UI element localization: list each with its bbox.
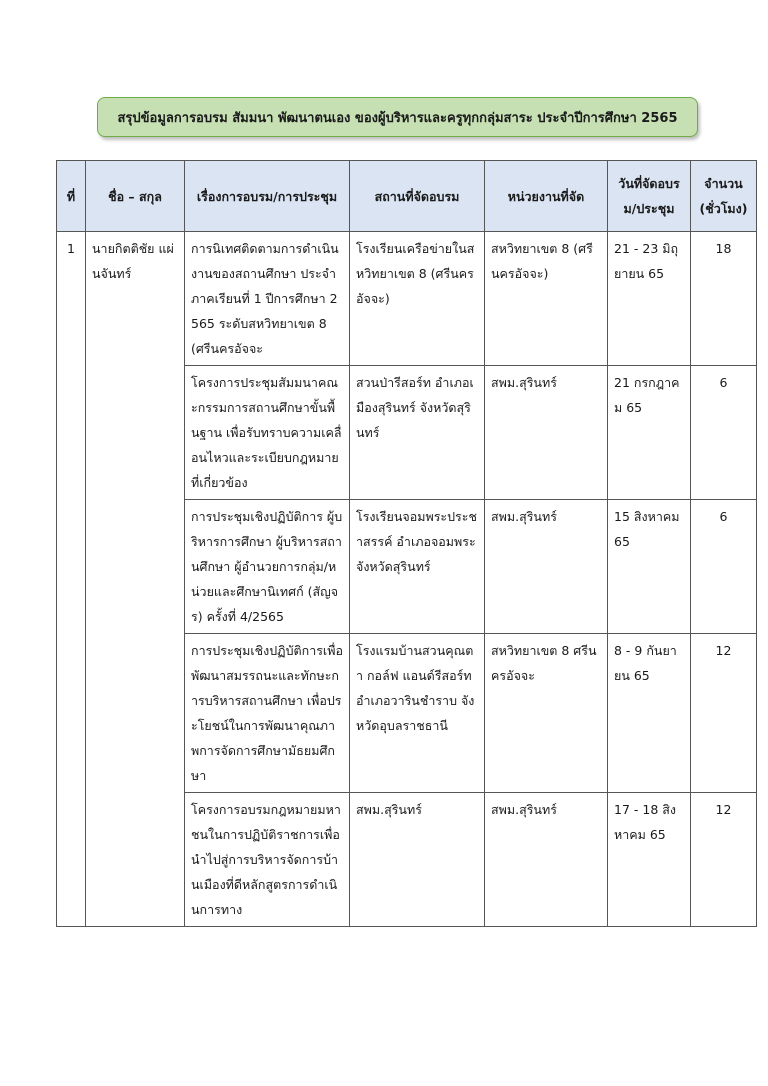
cell-venue: สวนป่ารีสอร์ท อำเภอเมืองสุรินทร์ จังหวัดสุรินทร์: [350, 366, 485, 500]
header-topic: เรื่องการอบรม/การประชุม: [185, 161, 350, 232]
cell-date: 21 - 23 มิถุยายน 65: [608, 232, 691, 366]
header-name: ชื่อ – สกุล: [86, 161, 185, 232]
cell-organizer: สหวิทยาเขต 8 (ศรีนครอัจจะ): [485, 232, 608, 366]
person-number: 1: [57, 232, 86, 927]
cell-organizer: สพม.สุรินทร์: [485, 366, 608, 500]
training-table: [56, 160, 757, 927]
cell-venue: สพม.สุรินทร์: [350, 793, 485, 927]
cell-venue: โรงแรมบ้านสวนคุณตา กอล์ฟ แอนด์รีสอร์ท อำเภอวารินชำราบ จังหวัดอุบลราชธานี: [350, 634, 485, 793]
header-hours: จำนวน (ชั่วโมง): [691, 161, 757, 232]
person-name: นายกิตติชัย แผ่นจันทร์: [86, 232, 185, 927]
cell-organizer: สหวิทยาเขต 8 ศรีนครอัจจะ: [485, 634, 608, 793]
header-date: วันที่จัดอบรม/ประชุม: [608, 161, 691, 232]
cell-date: 8 - 9 กันยายน 65: [608, 634, 691, 793]
report-title: [97, 97, 698, 137]
cell-hours: 6: [691, 366, 757, 500]
header-no: ที่: [57, 161, 86, 232]
cell-topic: การประชุมเชิงปฏิบัติการ ผู้บริหารการศึกษา ผู้บริหารสถานศึกษา ผู้อำนวยการกลุ่ม/หน่วยและศึกษานิเทศก์ (สัญจร) ครั้งที่ 4/2565: [185, 500, 350, 634]
cell-topic: การประชุมเชิงปฏิบัติการเพื่อพัฒนาสมรรถนะและทักษะการบริหารสถานศึกษา เพื่อประโยชน์ในการพัฒนาคุณภาพการจัดการศึกษามัธยมศึกษา: [185, 634, 350, 793]
cell-venue: โรงเรียนจอมพระประชาสรรค์ อำเภอจอมพระ จังหวัดสุรินทร์: [350, 500, 485, 634]
table-row: [57, 232, 757, 366]
report-title-text: สรุปข้อมูลการอบรม สัมมนา พัฒนาตนเอง ของผู้บริหารและครูทุกกลุ่มสาระ ประจำปีการศึกษา 2565: [117, 110, 678, 126]
cell-hours: 18: [691, 232, 757, 366]
header-organizer: หน่วยงานที่จัด: [485, 161, 608, 232]
cell-topic: การนิเทศติดตามการดำเนินงานของสถานศึกษา ประจำภาคเรียนที่ 1 ปีการศึกษา 2565 ระดับสหวิทยาเขต 8 (ศรีนครอัจจะ: [185, 232, 350, 366]
cell-organizer: สพม.สุรินทร์: [485, 793, 608, 927]
table-header-row: [57, 161, 757, 232]
cell-date: 17 - 18 สิงหาคม 65: [608, 793, 691, 927]
cell-date: 21 กรกฎาคม 65: [608, 366, 691, 500]
cell-hours: 12: [691, 634, 757, 793]
cell-hours: 6: [691, 500, 757, 634]
cell-organizer: สพม.สุรินทร์: [485, 500, 608, 634]
cell-topic: โครงการอบรมกฎหมายมหาชนในการปฏิบัติราชการเพื่อนำไปสู่การบริหารจัดการบ้านเมืองที่ดีหลักสูตรการดำเนินการทาง: [185, 793, 350, 927]
cell-venue: โรงเรียนเครือข่ายในสหวิทยาเขต 8 (ศรีนครอัจจะ): [350, 232, 485, 366]
header-venue: สถานที่จัดอบรม: [350, 161, 485, 232]
cell-topic: โครงการประชุมสัมมนาคณะกรรมการสถานศึกษาขั้นพื้นฐาน เพื่อรับทราบความเคลื่อนไหวและระเบียบกฎหมายที่เกี่ยวข้อง: [185, 366, 350, 500]
cell-hours: 12: [691, 793, 757, 927]
cell-date: 15 สิงหาคม 65: [608, 500, 691, 634]
